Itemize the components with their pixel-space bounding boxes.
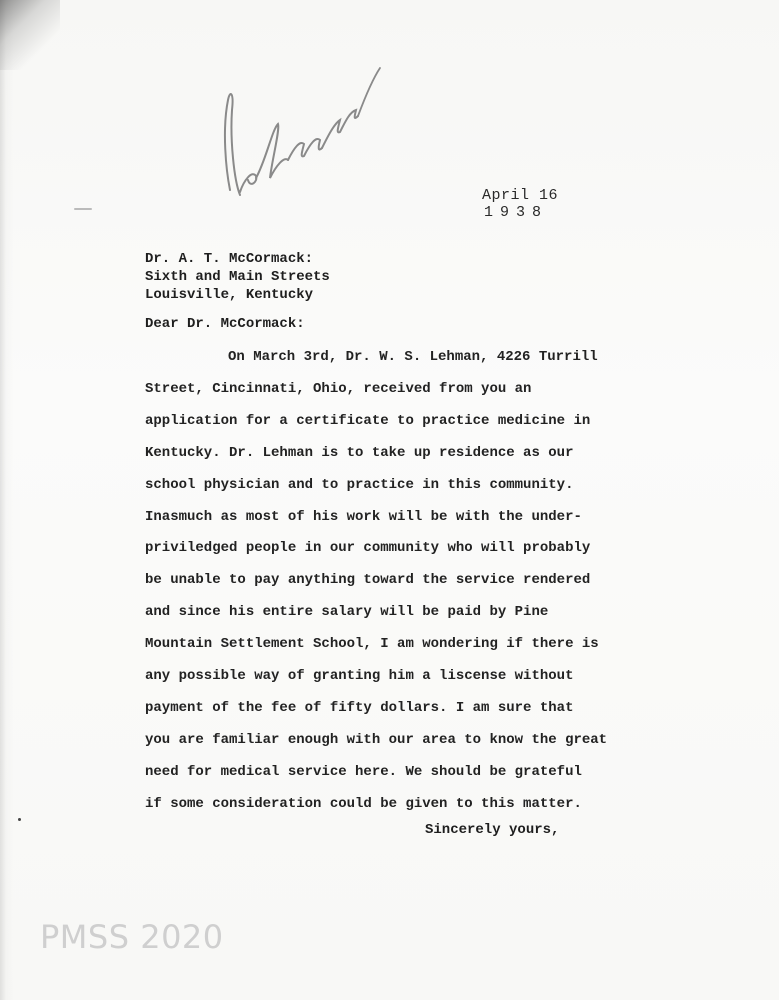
address-line-1: Dr. A. T. McCormack:: [145, 251, 314, 267]
body-line: payment of the fee of fifty dollars. I am sure that: [145, 699, 574, 716]
body-line: Kentucky. Dr. Lehman is to take up residence as our: [145, 444, 574, 461]
address-line-2: Sixth and Main Streets: [145, 269, 330, 285]
salutation: Dear Dr. McCormack:: [145, 316, 305, 332]
body-line: be unable to pay anything toward the service rendered: [145, 572, 591, 589]
body-line: school physician and to practice in this community.: [145, 476, 574, 493]
handwritten-signature: [200, 20, 390, 210]
letter-date: [482, 187, 558, 221]
body-line: you are familiar enough with our area to know the great: [145, 731, 608, 748]
watermark: PMSS 2020: [40, 918, 224, 956]
body-line: Mountain Settlement School, I am wondering if there is: [145, 636, 599, 653]
date-year: 1938: [484, 204, 549, 221]
closing: Sincerely yours,: [425, 822, 560, 838]
body-line: On March 3rd, Dr. W. S. Lehman, 4226 Turrill: [228, 349, 598, 365]
body-line: Inasmuch as most of his work will be with the under-: [145, 508, 582, 525]
body-line: Street, Cincinnati, Ohio, received from you an: [145, 380, 532, 397]
letter-body: [145, 342, 665, 821]
address-line-3: Louisville, Kentucky: [145, 287, 314, 303]
scan-speck: [18, 818, 21, 821]
body-line: need for medical service here. We should be grateful: [145, 763, 582, 780]
date-month-day: April 16: [482, 187, 559, 204]
body-line: and since his entire salary will be paid by Pine: [145, 604, 549, 621]
scan-corner-shadow: [0, 0, 60, 70]
scan-mark: [74, 208, 92, 210]
recipient-address: [145, 250, 330, 304]
body-line: if some consideration could be given to this matter.: [145, 795, 582, 812]
body-line: application for a certificate to practice medicine in: [145, 412, 591, 429]
body-line: priviledged people in our community who will probably: [145, 540, 591, 557]
body-line: any possible way of granting him a liscense without: [145, 668, 574, 685]
